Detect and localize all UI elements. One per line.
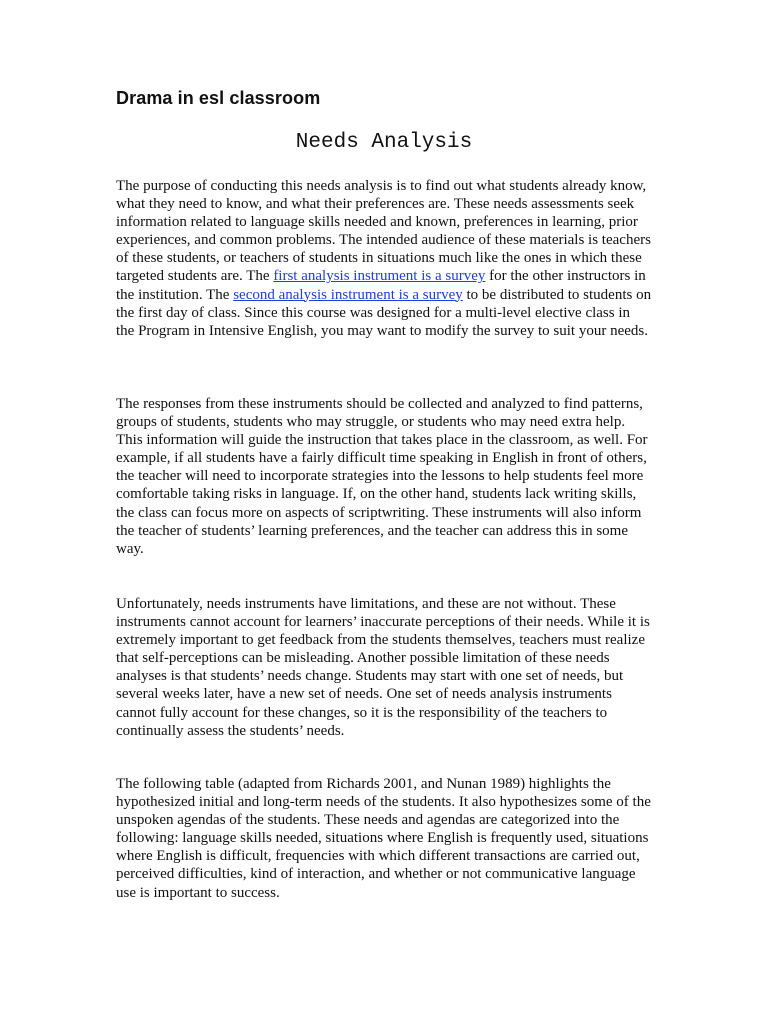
paragraph-text: to be distributed to students on the first day of class. Since this course was designed for a multi-level elective class in the Program in Intensive English, you may want to modify the survey to suit your needs.	[116, 286, 652, 339]
paragraph-table-intro: The following table (adapted from Richards 2001, and Nunan 1989) highlights the hypothesized initial and long-term needs of the students. It also hypothesizes some of the unspoken agendas of the students. These needs and agendas are categorized into the following: language skills needed, situations where English is frequently used, situations where English is difficult, frequencies with which different transactions are carried out, perceived difficulties, kind of interaction, and whether or not communicative language use is important to success.	[116, 776, 651, 901]
paragraph-purpose	[116, 177, 652, 340]
paragraph-limitations: Unfortunately, needs instruments have limitations, and these are not without. These instruments cannot account for learners’ inaccurate perceptions of their needs. While it is extremely important to get feedback from the students themselves, teachers must realize that self-perceptions can be misleading. Another possible limitation of these needs analyses is that students’ needs change. Students may start with one set of needs, but several weeks later, have a new set of needs. One set of needs analysis instruments cannot fully account for these changes, so it is the responsibility of the teachers to continually assess the students’ needs.	[116, 596, 650, 739]
paragraph-text: for the other instructors in the institution. The	[116, 268, 646, 303]
document-title: Drama in esl classroom	[116, 88, 321, 108]
section-heading: Needs Analysis	[295, 131, 473, 154]
paragraph-responses: The responses from these instruments should be collected and analyzed to find patterns, groups of students, students who may struggle, or students who may need extra help. This information will guide the instruction that takes place in the classroom, as well. For example, if all students have a fairly difficult time speaking in English in front of others, the teacher will need to incorporate strategies into the lessons to help students feel more comfortable taking risks in language. If, on the other hand, students lack writing skills, the class can focus more on aspects of scriptwriting. These instruments will also inform the teacher of students’ learning preferences, and the teacher can address this in some way.	[116, 396, 648, 557]
first-survey-link[interactable]: first analysis instrument is a survey	[273, 268, 486, 285]
paragraph-text: The purpose of conducting this needs analysis is to find out what students already know, what they need to know, and what their preferences are. These needs assessments seek information related to language skills needed and known, preferences in learning, prior experiences, and common problems. The intended audience of these materials is teachers of these students, or teachers of students in situations much like the ones in which these targeted students are. The	[116, 178, 651, 285]
second-survey-link[interactable]: second analysis instrument is a survey	[233, 286, 463, 303]
